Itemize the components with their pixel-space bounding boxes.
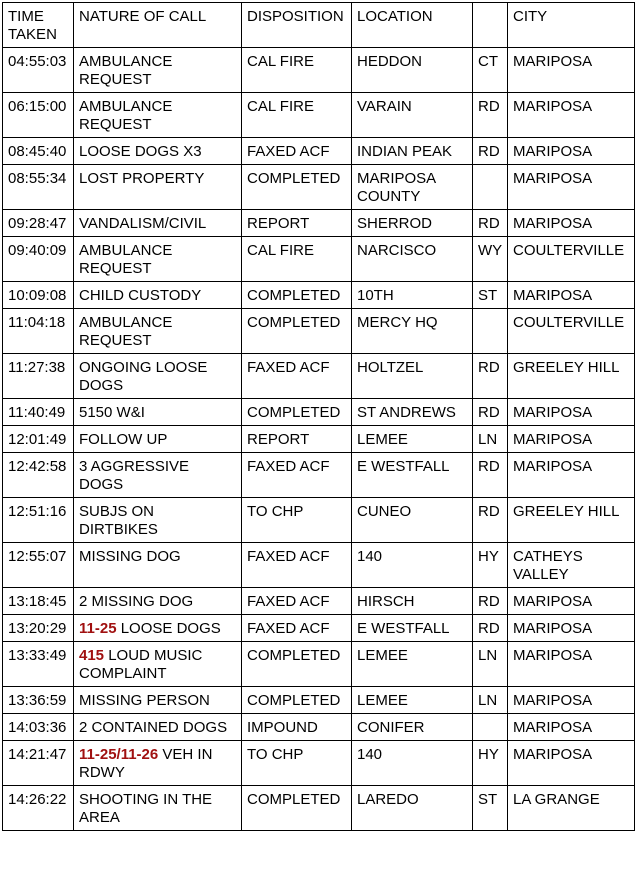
time-cell: 13:33:49 bbox=[3, 642, 74, 687]
city-cell: LA GRANGE bbox=[508, 786, 635, 831]
header-location: LOCATION bbox=[352, 3, 473, 48]
city-cell: MARIPOSA bbox=[508, 741, 635, 786]
table-row bbox=[3, 543, 635, 588]
nature-cell bbox=[74, 588, 242, 615]
table-row bbox=[3, 210, 635, 237]
location-cell: 10TH bbox=[352, 282, 473, 309]
disposition-cell: TO CHP bbox=[242, 498, 352, 543]
disposition-cell: REPORT bbox=[242, 426, 352, 453]
street-suffix-cell: RD bbox=[473, 453, 508, 498]
nature-text: AMBULANCE REQUEST bbox=[79, 242, 173, 277]
location-cell: INDIAN PEAK bbox=[352, 138, 473, 165]
table-row bbox=[3, 741, 635, 786]
disposition-cell: FAXED ACF bbox=[242, 543, 352, 588]
table-row bbox=[3, 282, 635, 309]
location-cell: VARAIN bbox=[352, 93, 473, 138]
disposition-cell: COMPLETED bbox=[242, 642, 352, 687]
nature-text: VANDALISM/CIVIL bbox=[79, 215, 207, 232]
city-cell: MARIPOSA bbox=[508, 48, 635, 93]
city-cell: CATHEYS VALLEY bbox=[508, 543, 635, 588]
location-cell: MARIPOSA COUNTY bbox=[352, 165, 473, 210]
disposition-cell: CAL FIRE bbox=[242, 237, 352, 282]
nature-text: CHILD CUSTODY bbox=[79, 287, 202, 304]
street-suffix-cell bbox=[473, 165, 508, 210]
header-time-taken: TIME TAKEN bbox=[3, 3, 74, 48]
nature-text: MISSING DOG bbox=[79, 548, 181, 565]
disposition-cell: FAXED ACF bbox=[242, 453, 352, 498]
street-suffix-cell: RD bbox=[473, 210, 508, 237]
disposition-cell: COMPLETED bbox=[242, 687, 352, 714]
nature-cell bbox=[74, 642, 242, 687]
nature-text: LOOSE DOGS X3 bbox=[79, 143, 202, 160]
location-cell: LAREDO bbox=[352, 786, 473, 831]
nature-text: VEH IN RDWY bbox=[79, 746, 213, 781]
street-suffix-cell: CT bbox=[473, 48, 508, 93]
header-suffix bbox=[473, 3, 508, 48]
location-cell: NARCISCO bbox=[352, 237, 473, 282]
location-cell: SHERROD bbox=[352, 210, 473, 237]
call-code: 415 bbox=[79, 647, 105, 664]
nature-cell bbox=[74, 282, 242, 309]
street-suffix-cell: ST bbox=[473, 282, 508, 309]
location-cell: HOLTZEL bbox=[352, 354, 473, 399]
disposition-cell: CAL FIRE bbox=[242, 93, 352, 138]
city-cell: MARIPOSA bbox=[508, 138, 635, 165]
disposition-cell: COMPLETED bbox=[242, 282, 352, 309]
city-cell: MARIPOSA bbox=[508, 642, 635, 687]
nature-text: MISSING PERSON bbox=[79, 692, 210, 709]
street-suffix-cell: LN bbox=[473, 687, 508, 714]
time-cell: 04:55:03 bbox=[3, 48, 74, 93]
nature-cell bbox=[74, 687, 242, 714]
location-cell: HEDDON bbox=[352, 48, 473, 93]
nature-cell bbox=[74, 543, 242, 588]
time-cell: 12:42:58 bbox=[3, 453, 74, 498]
city-cell: MARIPOSA bbox=[508, 687, 635, 714]
header-city: CITY bbox=[508, 3, 635, 48]
nature-text: ONGOING LOOSE DOGS bbox=[79, 359, 208, 394]
time-cell: 14:26:22 bbox=[3, 786, 74, 831]
street-suffix-cell: RD bbox=[473, 399, 508, 426]
disposition-cell: COMPLETED bbox=[242, 786, 352, 831]
street-suffix-cell: RD bbox=[473, 588, 508, 615]
disposition-cell: FAXED ACF bbox=[242, 354, 352, 399]
call-code: 11-25/11-26 bbox=[79, 746, 159, 763]
street-suffix-cell bbox=[473, 309, 508, 354]
city-cell: COULTERVILLE bbox=[508, 237, 635, 282]
table-row bbox=[3, 714, 635, 741]
table-row bbox=[3, 138, 635, 165]
location-cell: HIRSCH bbox=[352, 588, 473, 615]
table-row bbox=[3, 309, 635, 354]
city-cell: MARIPOSA bbox=[508, 426, 635, 453]
disposition-cell: IMPOUND bbox=[242, 714, 352, 741]
city-cell: MARIPOSA bbox=[508, 165, 635, 210]
street-suffix-cell: HY bbox=[473, 543, 508, 588]
header-row bbox=[3, 3, 635, 48]
disposition-cell: FAXED ACF bbox=[242, 615, 352, 642]
street-suffix-cell: HY bbox=[473, 741, 508, 786]
nature-cell bbox=[74, 741, 242, 786]
time-cell: 11:40:49 bbox=[3, 399, 74, 426]
table-row bbox=[3, 642, 635, 687]
street-suffix-cell: RD bbox=[473, 615, 508, 642]
time-cell: 09:28:47 bbox=[3, 210, 74, 237]
table-row bbox=[3, 498, 635, 543]
nature-cell bbox=[74, 354, 242, 399]
nature-cell bbox=[74, 426, 242, 453]
location-cell: CONIFER bbox=[352, 714, 473, 741]
nature-text: FOLLOW UP bbox=[79, 431, 168, 448]
table-row bbox=[3, 165, 635, 210]
nature-cell bbox=[74, 210, 242, 237]
table-row bbox=[3, 48, 635, 93]
disposition-cell: FAXED ACF bbox=[242, 588, 352, 615]
street-suffix-cell: RD bbox=[473, 354, 508, 399]
table-row bbox=[3, 453, 635, 498]
disposition-cell: COMPLETED bbox=[242, 399, 352, 426]
nature-text: AMBULANCE REQUEST bbox=[79, 98, 173, 133]
call-code: 11-25 bbox=[79, 620, 117, 637]
nature-cell bbox=[74, 399, 242, 426]
time-cell: 14:03:36 bbox=[3, 714, 74, 741]
disposition-cell: REPORT bbox=[242, 210, 352, 237]
disposition-cell: TO CHP bbox=[242, 741, 352, 786]
nature-text: 3 AGGRESSIVE DOGS bbox=[79, 458, 190, 493]
nature-text: 5150 W&I bbox=[79, 404, 145, 421]
city-cell: MARIPOSA bbox=[508, 282, 635, 309]
nature-text: AMBULANCE REQUEST bbox=[79, 53, 173, 88]
table-row bbox=[3, 399, 635, 426]
header-disposition: DISPOSITION bbox=[242, 3, 352, 48]
nature-text: LOUD MUSIC COMPLAINT bbox=[79, 647, 203, 682]
call-log-table bbox=[2, 2, 635, 831]
nature-text: SHOOTING IN THE AREA bbox=[79, 791, 213, 826]
nature-cell bbox=[74, 165, 242, 210]
street-suffix-cell: RD bbox=[473, 93, 508, 138]
table-row bbox=[3, 426, 635, 453]
location-cell: LEMEE bbox=[352, 687, 473, 714]
nature-text: SUBJS ON DIRTBIKES bbox=[79, 503, 158, 538]
city-cell: GREELEY HILL bbox=[508, 354, 635, 399]
disposition-cell: FAXED ACF bbox=[242, 138, 352, 165]
time-cell: 08:55:34 bbox=[3, 165, 74, 210]
nature-cell bbox=[74, 138, 242, 165]
location-cell: CUNEO bbox=[352, 498, 473, 543]
city-cell: MARIPOSA bbox=[508, 399, 635, 426]
table-row bbox=[3, 588, 635, 615]
disposition-cell: COMPLETED bbox=[242, 165, 352, 210]
table-row bbox=[3, 687, 635, 714]
nature-cell bbox=[74, 615, 242, 642]
time-cell: 08:45:40 bbox=[3, 138, 74, 165]
nature-text: LOOSE DOGS bbox=[120, 620, 221, 637]
street-suffix-cell bbox=[473, 714, 508, 741]
nature-text: AMBULANCE REQUEST bbox=[79, 314, 173, 349]
time-cell: 10:09:08 bbox=[3, 282, 74, 309]
nature-text: 2 CONTAINED DOGS bbox=[79, 719, 228, 736]
city-cell: GREELEY HILL bbox=[508, 498, 635, 543]
location-cell: LEMEE bbox=[352, 426, 473, 453]
city-cell: MARIPOSA bbox=[508, 210, 635, 237]
time-cell: 13:20:29 bbox=[3, 615, 74, 642]
city-cell: MARIPOSA bbox=[508, 453, 635, 498]
location-cell: 140 bbox=[352, 543, 473, 588]
location-cell: 140 bbox=[352, 741, 473, 786]
time-cell: 12:55:07 bbox=[3, 543, 74, 588]
city-cell: MARIPOSA bbox=[508, 93, 635, 138]
time-cell: 12:51:16 bbox=[3, 498, 74, 543]
location-cell: LEMEE bbox=[352, 642, 473, 687]
time-cell: 13:18:45 bbox=[3, 588, 74, 615]
street-suffix-cell: RD bbox=[473, 498, 508, 543]
time-cell: 11:27:38 bbox=[3, 354, 74, 399]
disposition-cell: COMPLETED bbox=[242, 309, 352, 354]
street-suffix-cell: RD bbox=[473, 138, 508, 165]
street-suffix-cell: ST bbox=[473, 786, 508, 831]
time-cell: 09:40:09 bbox=[3, 237, 74, 282]
city-cell: MARIPOSA bbox=[508, 588, 635, 615]
nature-cell bbox=[74, 714, 242, 741]
table-row bbox=[3, 237, 635, 282]
nature-cell bbox=[74, 786, 242, 831]
nature-cell bbox=[74, 237, 242, 282]
table-row bbox=[3, 354, 635, 399]
city-cell: MARIPOSA bbox=[508, 615, 635, 642]
nature-cell bbox=[74, 48, 242, 93]
table-row bbox=[3, 786, 635, 831]
location-cell: E WESTFALL bbox=[352, 615, 473, 642]
nature-text: 2 MISSING DOG bbox=[79, 593, 194, 610]
time-cell: 06:15:00 bbox=[3, 93, 74, 138]
table-row bbox=[3, 615, 635, 642]
location-cell: ST ANDREWS bbox=[352, 399, 473, 426]
location-cell: MERCY HQ bbox=[352, 309, 473, 354]
street-suffix-cell: WY bbox=[473, 237, 508, 282]
city-cell: MARIPOSA bbox=[508, 714, 635, 741]
location-cell: E WESTFALL bbox=[352, 453, 473, 498]
nature-cell bbox=[74, 453, 242, 498]
header-nature-of-call: NATURE OF CALL bbox=[74, 3, 242, 48]
time-cell: 11:04:18 bbox=[3, 309, 74, 354]
disposition-cell: CAL FIRE bbox=[242, 48, 352, 93]
nature-cell bbox=[74, 93, 242, 138]
time-cell: 13:36:59 bbox=[3, 687, 74, 714]
street-suffix-cell: LN bbox=[473, 642, 508, 687]
nature-text: LOST PROPERTY bbox=[79, 170, 205, 187]
nature-cell bbox=[74, 498, 242, 543]
city-cell: COULTERVILLE bbox=[508, 309, 635, 354]
time-cell: 12:01:49 bbox=[3, 426, 74, 453]
time-cell: 14:21:47 bbox=[3, 741, 74, 786]
nature-cell bbox=[74, 309, 242, 354]
street-suffix-cell: LN bbox=[473, 426, 508, 453]
table-row bbox=[3, 93, 635, 138]
